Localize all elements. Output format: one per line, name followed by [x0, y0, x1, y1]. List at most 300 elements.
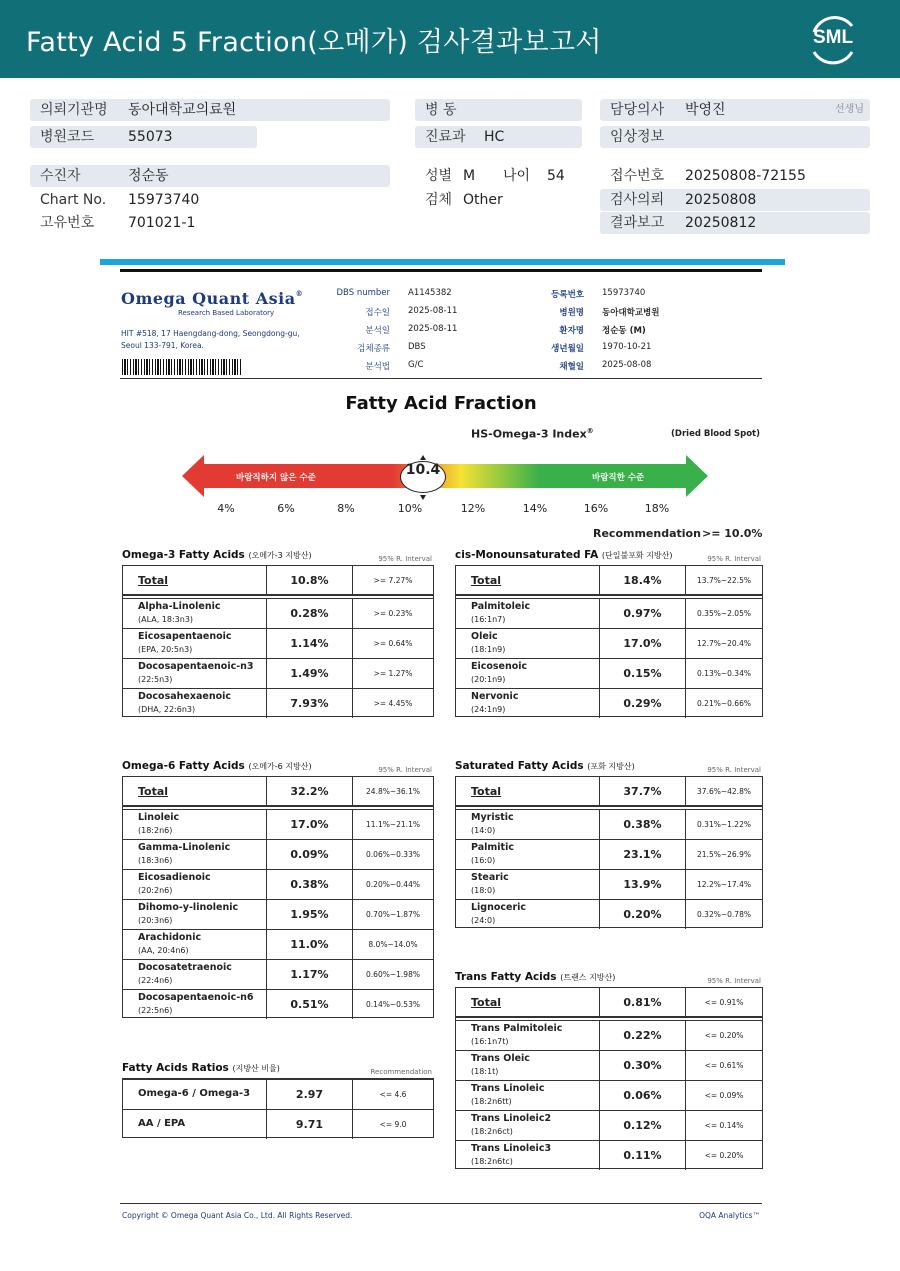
institution-label: 의뢰기관명	[40, 102, 108, 118]
fatty-acid-name-cell	[123, 599, 267, 628]
fatty-acid-name: Gamma-Linolenic	[138, 842, 231, 853]
table-row	[123, 839, 433, 869]
table-row	[456, 688, 762, 718]
meta-right-label: 등록번호	[551, 290, 584, 300]
fatty-acid-notation: (22:5n6)	[138, 1006, 173, 1015]
report-date-value: 20250812	[685, 215, 757, 231]
saturated-title-text: Saturated Fatty Acids	[455, 760, 584, 772]
total-reference: 37.6%~42.8%	[697, 786, 751, 796]
reference-range: 11.1%~21.1%	[366, 820, 420, 829]
ratios-title-text: Fatty Acids Ratios	[122, 1062, 229, 1074]
fatty-acid-name-cell	[456, 1081, 600, 1110]
gauge-tick-label: 6%	[277, 502, 295, 515]
lab-address: HIT #518, 17 Haengdang-dong, Seongdong-gu, Seoul 133-791, Korea.	[121, 329, 300, 350]
fatty-acid-name: Alpha-Linolenic	[138, 601, 221, 612]
oqa-analytics-brand: OQA Analytics™	[699, 1211, 760, 1220]
hospital-code-field	[30, 126, 257, 148]
trans-title-text: Trans Fatty Acids	[455, 971, 557, 983]
fatty-acid-name: Dihomo-y-linolenic	[138, 902, 239, 913]
fatty-acid-name: Trans Linoleic2	[471, 1113, 552, 1124]
saturated-section-title	[455, 760, 635, 772]
fatty-acid-name: Docosahexaenoic	[138, 691, 232, 702]
lab-name: Omega Quant Asia®	[121, 289, 304, 308]
total-name-cell	[123, 777, 267, 805]
reference-range: 21.5%~26.9%	[697, 850, 751, 859]
unique-no-field	[30, 212, 390, 234]
ward-label: 병 동	[425, 102, 457, 118]
table-row	[123, 989, 433, 1019]
fatty-acid-name-cell	[456, 1051, 600, 1080]
total-value: 10.8%	[267, 566, 353, 594]
meta-right-value: 정순동 (M)	[602, 326, 646, 336]
sex-age-field	[415, 165, 582, 187]
fatty-acid-name: Eicosadienoic	[138, 872, 211, 883]
fatty-acid-value: 1.95%	[267, 900, 353, 929]
hs-omega3-index-title	[471, 427, 594, 441]
reference-range: 0.31%~1.22%	[697, 820, 751, 829]
clinical-info-field	[600, 126, 870, 148]
ratios-title-kr: (지방산 비율)	[232, 1064, 280, 1073]
fatty-acid-notation: (16:1n7)	[471, 615, 506, 624]
age-label: 나이	[503, 168, 531, 184]
meta-right-label: 생년월일	[551, 344, 584, 354]
lab-report	[120, 269, 763, 1220]
omega3-title-kr: (오메가-3 지방산)	[248, 551, 312, 560]
table-row	[456, 839, 762, 869]
chart-no-value: 15973740	[128, 192, 200, 208]
reference-range: 0.13%~0.34%	[697, 669, 751, 678]
fatty-acid-value: 0.28%	[267, 599, 353, 628]
meta-left-label: 분석법	[365, 362, 390, 372]
doctor-field	[600, 99, 870, 121]
fatty-acid-name: Stearic	[471, 872, 509, 883]
fatty-acid-value: 0.97%	[600, 599, 686, 628]
fatty-acid-name-cell	[123, 1080, 267, 1109]
patient-name-field	[30, 165, 390, 187]
omega3-index-value: 10.4	[400, 461, 446, 493]
fatty-acid-name: Trans Linoleic3	[471, 1143, 552, 1154]
reference-range: <= 0.20%	[704, 1151, 744, 1160]
patient-name-value: 정순동	[128, 168, 169, 184]
fatty-acid-name: Trans Palmitoleic	[471, 1023, 563, 1034]
hs-title-reg: ®	[586, 427, 594, 435]
table-row	[456, 1020, 762, 1050]
table-row-total	[123, 566, 433, 596]
reference-range: 0.14%~0.53%	[366, 1000, 420, 1009]
ratio-name: AA / EPA	[138, 1118, 186, 1129]
fatty-acid-fraction-title: Fatty Acid Fraction	[345, 393, 537, 414]
omega3-section-title	[122, 549, 312, 561]
reference-range: 0.35%~2.05%	[697, 609, 751, 618]
gauge-tick-label: 14%	[522, 502, 548, 515]
dept-label: 진료과	[425, 129, 466, 145]
fatty-acid-name-cell	[123, 840, 267, 869]
fatty-acid-name-cell	[123, 900, 267, 929]
fatty-acid-notation: (16:1n7t)	[471, 1037, 509, 1046]
fatty-acid-name: Trans Oleic	[471, 1053, 530, 1064]
fatty-acid-name-cell	[123, 990, 267, 1019]
fatty-acid-name: Oleic	[471, 631, 498, 642]
reference-range: 12.2%~17.4%	[697, 880, 751, 889]
table-row	[456, 1140, 762, 1170]
table-row-total	[456, 988, 762, 1018]
fatty-acid-value: 17.0%	[600, 629, 686, 658]
fatty-acid-value: 11.0%	[267, 930, 353, 959]
fatty-acid-name: Docosatetraenoic	[138, 962, 232, 973]
sml-logo-text: SML	[812, 27, 854, 48]
fatty-acid-name: Lignoceric	[471, 902, 527, 913]
table-row-total	[456, 566, 762, 596]
table-row	[123, 1079, 433, 1109]
fatty-acid-notation: (16:0)	[471, 856, 496, 865]
report-top-rule	[120, 269, 762, 272]
reference-range: 0.20%~0.44%	[366, 880, 420, 889]
fatty-acid-value: 0.11%	[600, 1141, 686, 1170]
meta-left-value: DBS	[408, 342, 426, 352]
fatty-acid-notation: (24:0)	[471, 916, 496, 925]
table-row	[123, 929, 433, 959]
ratio-name: Omega-6 / Omega-3	[138, 1088, 251, 1099]
fatty-acid-name-cell	[123, 1110, 267, 1139]
fatty-acid-value: 1.49%	[267, 659, 353, 688]
meta-left-label: 접수일	[365, 308, 390, 318]
total-label: Total	[471, 574, 502, 587]
total-name-cell	[456, 777, 600, 805]
fatty-acid-name-cell	[456, 870, 600, 899]
saturated-interval-label: 95% R. Interval	[707, 766, 761, 774]
request-date-field	[600, 189, 870, 211]
gauge-tick-label: 12%	[460, 502, 486, 515]
meta-left-label: 분석일	[365, 326, 390, 336]
meta-left-label: 검체종류	[357, 344, 390, 354]
omega6-interval-label: 95% R. Interval	[378, 766, 432, 774]
omega6-section-title	[122, 760, 312, 772]
specimen-label: 검체	[425, 192, 453, 208]
total-reference: <= 0.91%	[704, 997, 744, 1007]
table-row	[123, 959, 433, 989]
desirable-level-label: 바람직한 수준	[592, 473, 645, 483]
fatty-acid-value: 0.51%	[267, 990, 353, 1019]
reference-range: 12.7%~20.4%	[697, 639, 751, 648]
total-value: 0.81%	[600, 988, 686, 1016]
monounsat-table	[455, 565, 763, 717]
meta-left-value: 2025-08-11	[408, 306, 458, 316]
fatty-acid-notation: (DHA, 22:6n3)	[138, 705, 196, 714]
reference-range: <= 0.61%	[704, 1061, 744, 1070]
fatty-acid-name-cell	[456, 840, 600, 869]
fatty-acid-name-cell	[456, 900, 600, 929]
reference-range: >= 4.45%	[373, 699, 413, 708]
table-row	[456, 809, 762, 839]
recommendation-label: Recommendation	[593, 527, 701, 540]
barcode	[122, 359, 242, 375]
table-row	[123, 1109, 433, 1139]
reference-range: <= 0.14%	[704, 1121, 744, 1130]
trans-section-title	[455, 971, 615, 983]
fatty-acid-notation: (22:4n6)	[138, 976, 173, 985]
monounsat-title-text: cis-Monounsaturated FA	[455, 549, 599, 561]
doctor-suffix: 선생님	[835, 104, 864, 115]
reference-range: <= 0.09%	[704, 1091, 744, 1100]
fatty-acid-value: 0.20%	[600, 900, 686, 929]
total-name-cell	[456, 988, 600, 1016]
fatty-acid-name-cell	[123, 659, 267, 688]
meta-right-label: 채혈일	[559, 362, 584, 372]
meta-left-value: 2025-08-11	[408, 324, 458, 334]
total-label: Total	[471, 996, 502, 1009]
table-row	[456, 598, 762, 628]
omega6-title-kr: (오메가-6 지방산)	[248, 762, 312, 771]
fatty-acid-name-cell	[456, 659, 600, 688]
fatty-acid-name-cell	[123, 870, 267, 899]
patient-name-label: 수진자	[40, 168, 81, 184]
reference-range: 0.06%~0.33%	[366, 850, 420, 859]
fatty-acid-notation: (18:2n6)	[138, 826, 173, 835]
fatty-acid-value: 9.71	[267, 1110, 353, 1139]
total-name-cell	[123, 566, 267, 594]
fatty-acid-value: 13.9%	[600, 870, 686, 899]
fatty-acid-notation: (AA, 20:4n6)	[138, 946, 189, 955]
fatty-acid-value: 0.30%	[600, 1051, 686, 1080]
reference-range: >= 0.64%	[373, 639, 413, 648]
fatty-acid-notation: (18:1t)	[471, 1067, 499, 1076]
chart-no-field	[30, 189, 390, 211]
fatty-acid-notation: (18:1n9)	[471, 645, 506, 654]
hs-title-text: HS-Omega-3 Index	[471, 427, 587, 441]
copyright-text: Copyright © Omega Quant Asia Co., Ltd. All Rights Reserved.	[122, 1211, 353, 1220]
reference-range: 8.0%~14.0%	[368, 940, 418, 949]
ratios-section-title	[122, 1062, 280, 1074]
reference-range: 0.32%~0.78%	[697, 910, 751, 919]
fatty-acid-notation: (20:3n6)	[138, 916, 173, 925]
meta-right-value: 15973740	[602, 288, 646, 298]
total-value: 37.7%	[600, 777, 686, 805]
unique-no-label: 고유번호	[40, 215, 95, 231]
fatty-acid-notation: (24:1n9)	[471, 705, 506, 714]
fatty-acid-name: Eicosenoic	[471, 661, 528, 672]
fatty-acid-value: 1.17%	[267, 960, 353, 989]
fatty-acid-name: Nervonic	[471, 691, 519, 702]
trans-table	[455, 987, 763, 1169]
fatty-acid-value: 0.09%	[267, 840, 353, 869]
fatty-acid-value: 0.12%	[600, 1111, 686, 1140]
fatty-acid-value: 0.15%	[600, 659, 686, 688]
receipt-no-label: 접수번호	[610, 168, 665, 184]
table-row	[456, 1110, 762, 1140]
reference-range: 0.60%~1.98%	[366, 970, 420, 979]
hospital-code-label: 병원코드	[40, 129, 95, 145]
lab-name-text: Omega Quant Asia	[121, 289, 296, 308]
trans-interval-label: 95% R. Interval	[707, 977, 761, 985]
saturated-table	[455, 776, 763, 928]
saturated-title-kr: (포화 지방산)	[587, 762, 635, 771]
pointer-down-icon	[419, 493, 427, 501]
table-row-total	[123, 777, 433, 807]
reference-range: 0.21%~0.66%	[697, 699, 751, 708]
section-divider	[100, 259, 785, 265]
report-date-field	[600, 212, 870, 234]
fatty-acid-notation: (18:2n6tc)	[471, 1157, 513, 1166]
fatty-acid-name-cell	[123, 629, 267, 658]
omega6-table	[122, 776, 434, 1018]
fatty-acid-notation: (20:1n9)	[471, 675, 506, 684]
reference-range: >= 0.23%	[373, 609, 413, 618]
report-header-bar	[0, 0, 900, 78]
fatty-acid-name-cell	[456, 599, 600, 628]
reference-range: <= 9.0	[379, 1120, 407, 1129]
gauge-tick-label: 16%	[583, 502, 609, 515]
request-date-label: 검사의뢰	[610, 192, 665, 208]
fatty-acid-value: 0.22%	[600, 1021, 686, 1050]
total-reference: 24.8%~36.1%	[366, 786, 420, 796]
fatty-acid-value: 0.38%	[600, 810, 686, 839]
institution-value: 동아대학교의료원	[128, 102, 237, 118]
fatty-acid-notation: (22:5n3)	[138, 675, 173, 684]
header-rule	[120, 378, 762, 379]
total-reference: 13.7%~22.5%	[697, 575, 751, 585]
meta-right-label: 병원명	[559, 308, 584, 318]
fatty-acid-value: 2.97	[267, 1080, 353, 1109]
sex-label: 성별	[425, 168, 453, 184]
fatty-acid-name-cell	[456, 810, 600, 839]
omega3-table	[122, 565, 434, 717]
reference-range: 0.70%~1.87%	[366, 910, 420, 919]
dept-field	[415, 126, 582, 148]
age-value: 54	[547, 168, 565, 184]
total-label: Total	[471, 785, 502, 798]
table-row	[456, 1050, 762, 1080]
monounsat-interval-label: 95% R. Interval	[707, 555, 761, 563]
table-row	[456, 628, 762, 658]
ratios-interval-label: Recommendation	[370, 1068, 432, 1076]
clinical-info-label: 임상정보	[610, 129, 665, 145]
meta-right-value: 2025-08-08	[602, 360, 652, 370]
table-row	[123, 869, 433, 899]
table-row	[123, 658, 433, 688]
table-row	[456, 658, 762, 688]
meta-left-value: A1145382	[408, 288, 452, 298]
fatty-acid-name: Docosapentaenoic-n3	[138, 661, 254, 672]
fatty-acid-value: 17.0%	[267, 810, 353, 839]
fatty-acid-notation: (18:3n6)	[138, 856, 173, 865]
fatty-acid-notation: (EPA, 20:5n3)	[138, 645, 193, 654]
table-row	[123, 598, 433, 628]
specimen-value: Other	[463, 192, 503, 208]
institution-field	[30, 99, 390, 121]
fatty-acid-name-cell	[456, 689, 600, 718]
fatty-acid-value: 1.14%	[267, 629, 353, 658]
meta-right-label: 환자명	[559, 326, 584, 336]
fatty-acid-name: Trans Linoleic	[471, 1083, 545, 1094]
fatty-acid-value: 0.06%	[600, 1081, 686, 1110]
fatty-acid-name: Palmitic	[471, 842, 514, 853]
table-row	[456, 1080, 762, 1110]
gauge-tick-label: 10%	[397, 502, 423, 515]
ward-field	[415, 99, 582, 121]
fatty-acid-name: Docosapentaenoic-n6	[138, 992, 254, 1003]
receipt-no-field	[600, 165, 870, 187]
fatty-acid-name-cell	[123, 960, 267, 989]
fatty-acid-name: Myristic	[471, 812, 514, 823]
fatty-acid-name-cell	[123, 810, 267, 839]
table-row	[123, 899, 433, 929]
report-date-label: 결과보고	[610, 215, 665, 231]
fatty-acid-value: 23.1%	[600, 840, 686, 869]
fatty-acid-name: Linoleic	[138, 812, 180, 823]
receipt-no-value: 20250808-72155	[685, 168, 806, 184]
footer-rule	[120, 1203, 762, 1204]
lab-subtitle: Research Based Laboratory	[178, 309, 275, 317]
total-value: 18.4%	[600, 566, 686, 594]
hospital-code-value: 55073	[128, 129, 173, 145]
table-row-total	[456, 777, 762, 807]
fatty-acid-value: 0.38%	[267, 870, 353, 899]
omega3-interval-label: 95% R. Interval	[378, 555, 432, 563]
reference-range: >= 1.27%	[373, 669, 413, 678]
undesirable-level-label: 바람직하지 않은 수준	[236, 473, 316, 483]
fatty-acid-name-cell	[456, 1021, 600, 1050]
fatty-acid-notation: (14:0)	[471, 826, 496, 835]
fatty-acid-name-cell	[123, 689, 267, 718]
fatty-acid-value: 7.93%	[267, 689, 353, 718]
fatty-acid-name: Palmitoleic	[471, 601, 531, 612]
fatty-acid-value: 0.29%	[600, 689, 686, 718]
sex-value: M	[463, 168, 476, 184]
ratios-table	[122, 1078, 434, 1138]
report-title: Fatty Acid 5 Fraction(오메가) 검사결과보고서	[26, 27, 602, 58]
recommendation-value: >= 10.0%	[702, 527, 763, 540]
total-label: Total	[138, 574, 169, 587]
gauge-tick-label: 4%	[217, 502, 235, 515]
unique-no-value: 701021-1	[128, 215, 196, 231]
total-label: Total	[138, 785, 169, 798]
specimen-field	[415, 189, 582, 211]
chart-no-label: Chart No.	[40, 192, 107, 208]
dept-value: HC	[484, 129, 505, 145]
fatty-acid-notation: (18:0)	[471, 886, 496, 895]
fatty-acid-notation: (18:2n6ct)	[471, 1127, 513, 1136]
table-row	[456, 899, 762, 929]
fatty-acid-notation: (ALA, 18:3n3)	[138, 615, 194, 624]
total-value: 32.2%	[267, 777, 353, 805]
fatty-acid-name-cell	[123, 930, 267, 959]
gauge-tick-label: 8%	[337, 502, 355, 515]
fatty-acid-name-cell	[456, 1141, 600, 1170]
total-name-cell	[456, 566, 600, 594]
omega6-title-text: Omega-6 Fatty Acids	[122, 760, 245, 772]
fatty-acid-name-cell	[456, 629, 600, 658]
meta-left-label: DBS number	[336, 288, 390, 298]
monounsat-title-kr: (단일불포화 지방산)	[601, 551, 673, 560]
fatty-acid-name: Eicosapentaenoic	[138, 631, 232, 642]
doctor-value: 박영진	[685, 102, 726, 118]
monounsat-section-title	[455, 549, 673, 561]
doctor-label: 담당의사	[610, 102, 665, 118]
fatty-acid-name: Arachidonic	[138, 932, 202, 943]
trans-title-kr: (트랜스 지방산)	[560, 973, 616, 982]
fatty-acid-notation: (18:2n6tt)	[471, 1097, 512, 1106]
table-row	[456, 869, 762, 899]
gauge-tick-label: 18%	[644, 502, 670, 515]
meta-right-value: 동아대학교병원	[602, 308, 660, 318]
fatty-acid-notation: (20:2n6)	[138, 886, 173, 895]
total-reference: >= 7.27%	[373, 575, 413, 585]
meta-right-value: 1970-10-21	[602, 342, 652, 352]
request-date-value: 20250808	[685, 192, 757, 208]
sml-logo	[806, 12, 860, 66]
fatty-acid-name-cell	[456, 1111, 600, 1140]
meta-left-value: G/C	[408, 360, 424, 370]
